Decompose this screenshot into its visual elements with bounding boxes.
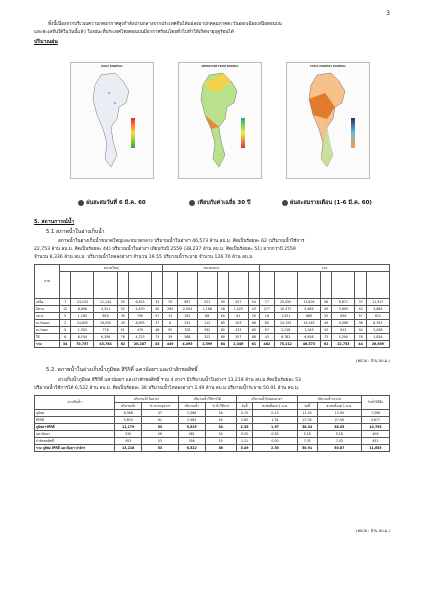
- table-cell: ใต้: [35, 334, 60, 341]
- table-cell: 1,353: [71, 327, 94, 334]
- daily-rainfall-map-graphic: [71, 63, 153, 178]
- table-cell: 451: [361, 438, 389, 445]
- table1-unit-note: (หน่วย : ล้าน ลบ.ม.): [355, 358, 390, 363]
- table-row: [35, 334, 390, 341]
- table-cell: 76: [117, 334, 128, 341]
- table-cell: 5.18: [317, 431, 361, 438]
- table-cell: 77: [260, 299, 275, 306]
- table-cell: 19,163: [297, 320, 320, 327]
- table-cell: 7: [60, 299, 71, 306]
- table-row: [35, 313, 390, 320]
- table-cell: 503: [115, 438, 142, 445]
- table-cell: 38: [355, 320, 366, 327]
- sub-inflow-cum: สะสมตั้งแต่ 1 ม.ค.: [253, 403, 297, 410]
- table-row: [35, 431, 390, 438]
- section-52-heading: 5.2. สภาพน้ำในอ่างเก็บน้ำภูมิพล สิริกิติ์ แควน้อยฯ และป่าสักชลสิทธิ์: [46, 367, 198, 373]
- table-cell: 88: [197, 313, 217, 320]
- header-large: ขนาดใหญ่: [60, 265, 163, 272]
- table-cell: 61: [228, 313, 248, 320]
- table-cell: 34: [205, 424, 236, 431]
- table-cell: 530: [115, 431, 142, 438]
- table-cell: 2,008: [366, 327, 389, 334]
- table-cell: 73: [152, 334, 163, 341]
- header-medium: ขนาดกลาง: [163, 265, 260, 272]
- table-cell: 2,983: [178, 417, 205, 424]
- table-cell: 5,290: [332, 334, 355, 341]
- table-cell: 1,826: [366, 334, 389, 341]
- table-cell: 20,287: [128, 341, 151, 348]
- table-cell: 60: [217, 313, 228, 320]
- table-row: [35, 341, 390, 348]
- map-title: DEPARTURE FROM NORMAL: [201, 65, 239, 68]
- table-cell: 0.05: [236, 431, 253, 438]
- table-row: [35, 424, 390, 431]
- table-cell: 449: [163, 341, 178, 348]
- table-cell: ตะวันออก: [35, 320, 60, 327]
- table-cell: 13.90: [317, 410, 361, 417]
- rainfall-maps: [70, 62, 370, 214]
- table-cell: 479: [128, 327, 151, 334]
- map-caption-3: ฝนสะสมรายเดือน (1-6 มี.ค. 60): [275, 199, 379, 207]
- header-inflow: ปริมาณน้ำไหลลงอ่างฯ: [236, 396, 297, 403]
- table-cell: 46,573: [297, 341, 320, 348]
- table-cell: 612: [366, 313, 389, 320]
- rain-map-icon: [78, 200, 84, 206]
- table-cell: 53: [142, 424, 179, 431]
- table2-unit-note: (หน่วย : ล้าน ลบ.ม.): [355, 528, 390, 533]
- table-cell: 58: [217, 306, 228, 313]
- table-cell: 8,898: [71, 306, 94, 313]
- sub-release-today: วันนี้: [297, 403, 317, 410]
- table-cell: 12: [60, 306, 71, 313]
- table-row: [35, 327, 390, 334]
- table-cell: 49: [321, 320, 332, 327]
- table-cell: 0.63: [253, 431, 297, 438]
- table-cell: 0.13: [253, 410, 297, 417]
- table-cell: 49: [117, 320, 128, 327]
- table-cell: 482: [260, 341, 275, 348]
- table-cell: 50: [248, 313, 259, 320]
- table-cell: 35: [117, 313, 128, 320]
- reservoir-table-1: [34, 264, 390, 348]
- table-cell: 22,753: [332, 341, 355, 348]
- table-cell: 9,096: [332, 320, 355, 327]
- table-cell: 13: [163, 313, 178, 320]
- table-cell: 13,218: [115, 445, 142, 452]
- table-cell: 57: [152, 313, 163, 320]
- table-cell: 0.70: [236, 410, 253, 417]
- table-cell: 1.34: [253, 417, 297, 424]
- table-cell: 24,155: [274, 320, 297, 327]
- table-cell: 26,639: [366, 341, 389, 348]
- table-cell: 392: [197, 327, 217, 334]
- table-cell: 54: [248, 299, 259, 306]
- table-cell: 252: [178, 320, 198, 327]
- sub-inflow-today: วันนี้: [236, 403, 253, 410]
- table-cell: 333: [228, 327, 248, 334]
- table-cell: 62: [217, 327, 228, 334]
- table-cell: 10,572: [274, 306, 297, 313]
- sub-usable-percent: % น้ำใช้การ: [205, 403, 236, 410]
- table-cell: 112: [197, 320, 217, 327]
- table-cell: 5.18: [297, 431, 317, 438]
- table-cell: 1.11: [236, 438, 253, 445]
- table-cell: รวม ภูมิพล สิริกิติ์ แควน้อยฯ ป่าสักฯ: [35, 445, 115, 452]
- table-cell: 2.35: [236, 424, 253, 431]
- sub-volume: ปริมาณน้ำ: [115, 403, 142, 410]
- table-cell: 37: [355, 299, 366, 306]
- table-cell: 856: [332, 313, 355, 320]
- table-cell: ตะวันตก: [35, 327, 60, 334]
- rain-heading: ปริมาณฝน: [34, 39, 58, 45]
- table-cell: 8: [163, 320, 178, 327]
- section-51-heading: 5.1 สภาพน้ำในอ่างเก็บน้ำ: [46, 229, 105, 235]
- table-cell: 48: [152, 327, 163, 334]
- table-cell: 181: [178, 313, 198, 320]
- table-cell: 60: [248, 327, 259, 334]
- monthly-rainfall-map: [286, 62, 370, 179]
- table-cell: 409: [361, 431, 389, 438]
- table-cell: 36: [205, 445, 236, 452]
- table-cell: 86: [248, 320, 259, 327]
- table-cell: 10,795: [361, 424, 389, 431]
- table-cell: 61: [248, 341, 259, 348]
- table-cell: 19,050: [94, 320, 117, 327]
- header-total: รวม: [260, 265, 390, 272]
- table-cell: 54: [355, 327, 366, 334]
- table-cell: 44: [355, 341, 366, 348]
- table-cell: 4,495: [178, 341, 198, 348]
- table-cell: 855: [94, 313, 117, 320]
- header-storage: ปริมาณน้ำในอ่างฯ: [115, 396, 179, 403]
- table-cell: 55: [163, 327, 178, 334]
- departure-map-graphic: [179, 63, 261, 178]
- monthly-rainfall-map-graphic: [287, 63, 369, 178]
- table-cell: 59: [217, 299, 228, 306]
- table-cell: 6: [60, 334, 71, 341]
- table-cell: 1,051: [274, 313, 297, 320]
- table-cell: 56: [321, 299, 332, 306]
- table-cell: 89: [217, 334, 228, 341]
- section-52-line-1: อ่างเก็บน้ำภูมิพล สิริกิติ์ แควน้อยฯ และป่าสักชลสิทธิ์ รวม 4 อ่างฯ มีปริมาณน้ำในอ่างฯ 13,218 ล้าน ลบ.ม.คิดเป็นร้อยละ 53: [58, 378, 301, 383]
- table-cell: 88: [248, 334, 259, 341]
- table-cell: 54: [205, 431, 236, 438]
- table-cell: 76: [355, 334, 366, 341]
- table-cell: 55: [321, 313, 332, 320]
- table-cell: 73: [321, 334, 332, 341]
- table-cell: 2,566: [178, 410, 205, 417]
- table-row: [35, 445, 390, 452]
- header-usable: ปริมาณน้ำใช้การได้: [178, 396, 236, 403]
- table-cell: 5,833: [115, 417, 142, 424]
- table-row: [35, 438, 390, 445]
- table-cell: 34: [60, 341, 71, 348]
- table-cell: 85: [260, 320, 275, 327]
- table-cell: 70,757: [71, 341, 94, 348]
- table-cell: 8,393: [366, 320, 389, 327]
- table-cell: 51: [117, 327, 128, 334]
- table-cell: 697: [178, 299, 198, 306]
- table-cell: 1.57: [253, 424, 297, 431]
- table-cell: 457: [228, 299, 248, 306]
- table-cell: 85: [217, 320, 228, 327]
- page-number: 3: [386, 10, 390, 17]
- header-remaining: รับน้ำได้อีก: [361, 396, 389, 410]
- table-cell: 37: [152, 320, 163, 327]
- table-cell: 3.49: [236, 445, 253, 452]
- table-cell: แควน้อยฯ: [35, 431, 115, 438]
- table-cell: 6,871: [332, 299, 355, 306]
- table-cell: 5,489: [297, 306, 320, 313]
- table-cell: 2,399: [197, 341, 217, 348]
- intro-line-1: ทั้งนี้เนื่องจากบริเวณความกดอากาศสูงกำลังปานกลางจากประเทศจีนได้แผ่ลงมาปกคลุมภาคตะวันออกเฉียงเหนือตอนบน: [48, 22, 282, 27]
- table-cell: 43,784: [94, 341, 117, 348]
- table-row: [35, 299, 390, 306]
- table-cell: 6,366: [115, 410, 142, 417]
- table-cell: 2.50: [253, 445, 297, 452]
- table-cell: 588: [178, 334, 198, 341]
- table-cell: ภูมิพล+สิริกิติ์: [35, 424, 115, 431]
- table-cell: 6,356: [94, 334, 117, 341]
- table-cell: 0.00: [253, 438, 297, 445]
- table-cell: 1,163: [297, 327, 320, 334]
- table-cell: เหนือ: [35, 299, 60, 306]
- table-cell: 7.35: [297, 438, 317, 445]
- table-cell: 2,218: [274, 327, 297, 334]
- table-cell: 12,179: [115, 424, 142, 431]
- table-cell: 5,529: [178, 424, 205, 431]
- table-cell: 34: [152, 299, 163, 306]
- section-5-heading: 5. สถานการณ์น้ำ: [34, 219, 75, 225]
- table-cell: สิริกิติ์: [35, 417, 115, 424]
- table-cell: 3,677: [361, 417, 389, 424]
- header-reservoir: อ่างเก็บน้ำ: [35, 396, 115, 410]
- table-cell: 52: [117, 306, 128, 313]
- table-cell: 57: [260, 327, 275, 334]
- table-cell: 25,050: [274, 299, 297, 306]
- table-cell: 11,655: [361, 445, 389, 452]
- table-cell: 45: [205, 417, 236, 424]
- table-cell: 53: [142, 438, 179, 445]
- sub-release-cum: สะสมตั้งแต่ 1 ม.ค.: [317, 403, 361, 410]
- table-cell: 5: [60, 313, 71, 320]
- table-cell: 62: [321, 341, 332, 348]
- section-51-line-1: สภาพน้ำในอ่างเก็บน้ำขนาดใหญ่และขนาดกลาง ปริมาณน้ำในอ่างฯ 46,573 ล้าน ลบ.ม. คิดเป็นร้อยละ 62 (ปริมาณน้ำใช้การ: [58, 239, 305, 244]
- table-cell: 1.65: [236, 417, 253, 424]
- table-cell: 43: [152, 341, 163, 348]
- table-cell: ภูมิพล: [35, 410, 115, 417]
- table-cell: 53: [205, 438, 236, 445]
- table-cell: 47: [142, 410, 179, 417]
- table-cell: 53: [321, 327, 332, 334]
- table-cell: 62: [117, 341, 128, 348]
- table-cell: 27.34: [297, 417, 317, 424]
- table-cell: 43: [260, 334, 275, 341]
- table-cell: 55: [117, 299, 128, 306]
- table-cell: 27.56: [317, 417, 361, 424]
- table-cell: 8,194: [71, 334, 94, 341]
- table-cell: 24,605: [71, 320, 94, 327]
- sub-percent-cap: % ความจุอ่างฯ: [142, 403, 179, 410]
- table-cell: 13,605: [297, 299, 320, 306]
- section-51-line-3: จำนวน 8,336 ล้าน ลบ.ม. ปริมาณน้ำไหลลงอ่างฯ จำนวน 19.55 ปริมาณน้ำระบาย จำนวน 126.70 ล้าน ลบ.ม.: [34, 255, 254, 260]
- table-cell: 812: [332, 327, 355, 334]
- reservoir-table-2: [34, 395, 390, 452]
- table-cell: 40: [152, 306, 163, 313]
- map-caption-2: เทียบกับค่าเฉลี่ย 30 ปี: [170, 199, 270, 207]
- table-cell: 4,884: [366, 306, 389, 313]
- table-cell: 6,522: [178, 445, 205, 452]
- table-cell: 356: [178, 438, 205, 445]
- table-cell: รวม: [35, 341, 60, 348]
- header-release: ปริมาณน้ำระบาย: [297, 396, 361, 403]
- table-cell: 2: [60, 320, 71, 327]
- departure-map: [178, 62, 262, 179]
- table-cell: 481: [178, 431, 205, 438]
- departure-map-icon: [189, 200, 195, 206]
- table-cell: 18: [260, 313, 275, 320]
- table-cell: 50.87: [317, 445, 361, 452]
- table-cell: 7,096: [361, 410, 389, 417]
- intro-line-2: และทะเลจีนใต้ในวันนี้แล้ว ในขณะที่ประเทศไทยตอนบนมีอากาศร้อนโดยทั่วไปทำให้เกิดพายุฤดูร้อนได้: [34, 30, 234, 35]
- table-cell: 1,025: [228, 306, 248, 313]
- table-row: [35, 320, 390, 327]
- map-caption-1: ฝนสะสมวันที่ 6 มี.ค. 60: [62, 199, 162, 207]
- table-cell: 790: [128, 313, 151, 320]
- table-cell: 53: [142, 445, 179, 452]
- table-cell: 7.43: [317, 438, 361, 445]
- table-cell: 26: [205, 410, 236, 417]
- table-cell: 521: [197, 299, 217, 306]
- table-cell: 56: [142, 431, 179, 438]
- table-row: [35, 306, 390, 313]
- table-cell: กลาง: [35, 313, 60, 320]
- table-cell: 2,094: [178, 306, 198, 313]
- sub-usable-volume: ปริมาณน้ำ: [178, 403, 205, 410]
- table-row: [35, 417, 390, 424]
- table-cell: 11,917: [366, 299, 389, 306]
- table-cell: 1,168: [197, 306, 217, 313]
- table-cell: 4,321: [94, 306, 117, 313]
- table-cell: 6,833: [128, 299, 151, 306]
- table-cell: 2,670: [128, 306, 151, 313]
- table-cell: 50.91: [297, 445, 317, 452]
- table-cell: 43: [355, 306, 366, 313]
- table-cell: 103: [228, 320, 248, 327]
- table-cell: 1,160: [71, 313, 94, 320]
- table-cell: 75,212: [274, 341, 297, 348]
- table-cell: 889: [297, 313, 320, 320]
- table-row: [35, 410, 390, 417]
- section-52-line-2: ปริมาณน้ำใช้การได้ 6,522 ล้าน ลบ.ม. คิดเป็นร้อยละ 36 ปริมาณน้ำไหลลงอ่างฯ 3.49 ล้าน ลบ.ม.ปริมาณน้ำระบาย 50.91 ล้าน ลบ.ม.: [34, 386, 300, 391]
- daily-rainfall-map: [70, 62, 154, 179]
- section-51-line-2: 22,753 ล้าน ลบ.ม. คิดเป็นร้อยละ 44) ปริมาณน้ำในอ่างฯ เทียบกับปี 2559 (38,237 ล้าน ลบ.ม. คิดเป็นร้อยละ 51) มากกว่าปี 2559: [34, 247, 296, 252]
- table-cell: 38.55: [317, 424, 361, 431]
- table-cell: 11.00: [297, 410, 317, 417]
- table-cell: 8,993: [128, 320, 151, 327]
- table-cell: 24,153: [71, 299, 94, 306]
- table-cell: 70: [163, 299, 178, 306]
- table-cell: ป่าสักชลสิทธิ์: [35, 438, 115, 445]
- table-cell: 55: [321, 306, 332, 313]
- header-region: ภาค: [35, 265, 60, 299]
- table-cell: 265: [163, 306, 178, 313]
- table-cell: 5: [60, 327, 71, 334]
- table-cell: 6,958: [297, 334, 320, 341]
- table-cell: 705: [178, 327, 198, 334]
- monthly-map-icon: [282, 200, 288, 206]
- table-cell: 776: [94, 327, 117, 334]
- table-cell: 3,695: [332, 306, 355, 313]
- table-cell: 57: [355, 313, 366, 320]
- table-cell: 322: [197, 334, 217, 341]
- map-title: DAILY RAINFALL: [101, 65, 123, 68]
- map-title: TOTAL MONTHLY RAINFALL: [310, 65, 346, 68]
- table-cell: 277: [260, 306, 275, 313]
- table-cell: 2,346: [228, 341, 248, 348]
- table-cell: 4,723: [128, 334, 151, 341]
- table-cell: 53: [248, 306, 259, 313]
- table-cell: 8,782: [274, 334, 297, 341]
- table-cell: อีสาน: [35, 306, 60, 313]
- table-cell: 61: [142, 417, 179, 424]
- table-cell: 11,144: [94, 299, 117, 306]
- table-cell: 39: [163, 334, 178, 341]
- table-cell: 38.34: [297, 424, 317, 431]
- table-cell: 64: [217, 341, 228, 348]
- table-cell: 307: [228, 334, 248, 341]
